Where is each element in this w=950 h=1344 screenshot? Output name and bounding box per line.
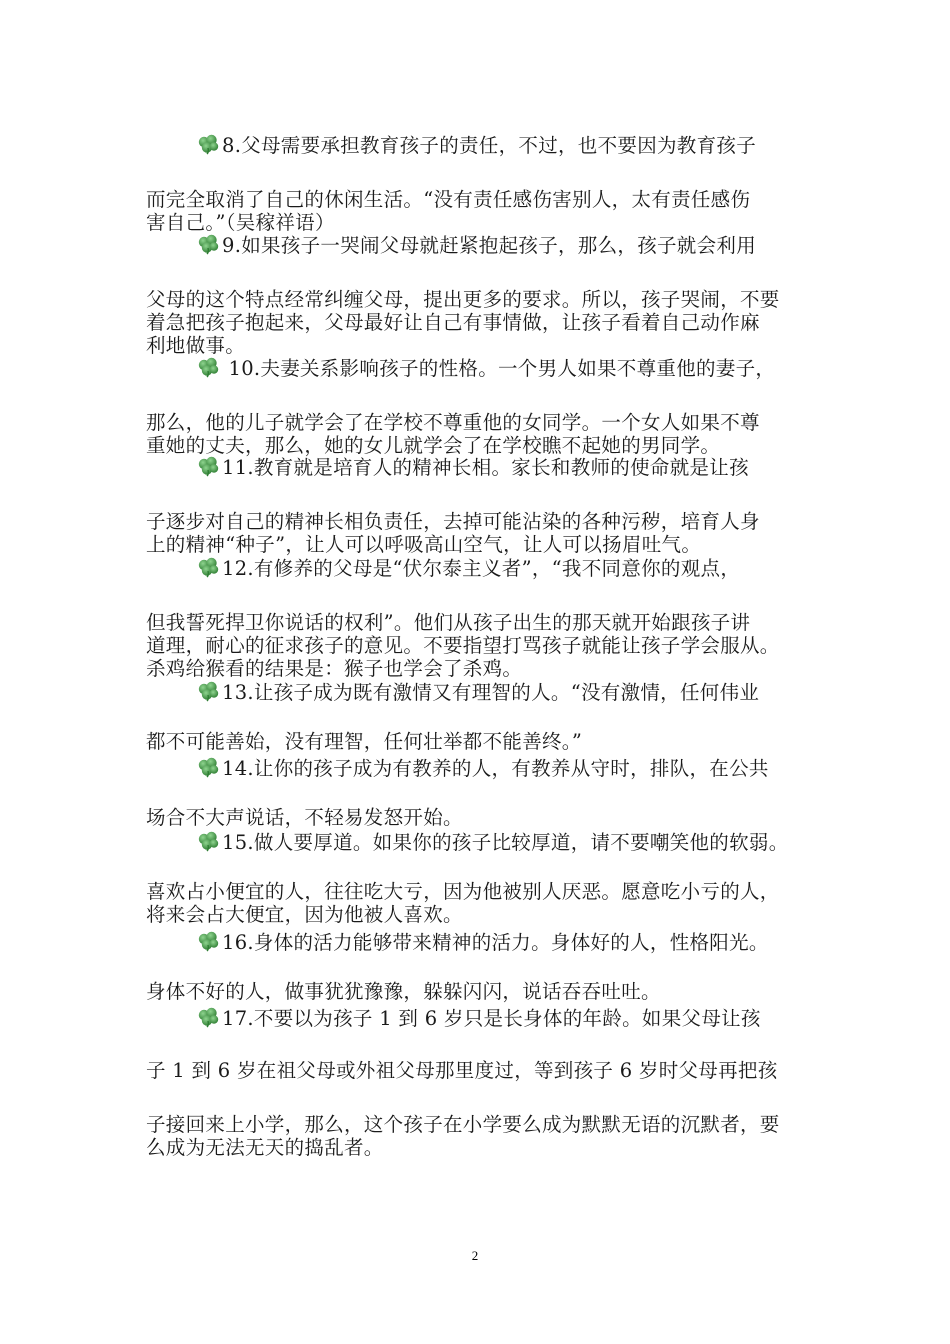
item-heading-line [196, 930, 769, 955]
text-span: 而完全取消了自己的休闲生活。“没有责任感伤害别人，太有责任感伤 [146, 188, 751, 211]
item-heading-line [196, 1006, 761, 1031]
text-span: 8.父母需要承担教育孩子的责任，不过，也不要因为教育孩子 [222, 134, 757, 157]
item-text-line [146, 334, 245, 358]
text-span: 道理，耐心的征求孩子的意见。不要指望打骂孩子就能让孩子学会服从。 [146, 634, 780, 657]
page-number: 2 [471, 1248, 479, 1263]
item-text-line [146, 634, 780, 658]
item-heading-line [196, 356, 775, 381]
item-text-line [146, 211, 335, 235]
item-heading-line [196, 455, 749, 480]
item-text-line [146, 288, 780, 312]
item-text-line [146, 1113, 780, 1137]
item-text-line [146, 880, 780, 904]
item-text-line [146, 311, 760, 335]
text-span: 但我誓死捍卫你说话的权利”。他们从孩子出生的那天就开始跟孩子讲 [146, 611, 751, 634]
item-text-line [146, 533, 701, 557]
item-text-line [146, 980, 661, 1004]
clover-icon [196, 930, 220, 952]
clover-icon [196, 356, 220, 378]
clover-icon [196, 756, 220, 778]
text-span: 场合不大声说话，不轻易发怒开始。 [146, 806, 463, 829]
text-span: 着急把孩子抱起来，父母最好让自己有事情做，让孩子看着自己动作麻 [146, 311, 760, 334]
text-span: 9.如果孩子一哭闹父母就赶紧抱起孩子，那么，孩子就会利用 [222, 234, 757, 257]
clover-icon [196, 233, 220, 255]
item-heading-line [196, 756, 769, 781]
item-heading-line [196, 556, 740, 581]
text-span: 子逐步对自己的精神长相负责任，去掉可能沾染的各种污秽，培育人身 [146, 510, 760, 533]
text-span: 那么，他的儿子就学会了在学校不尊重他的女同学。一个女人如果不尊 [146, 411, 760, 434]
item-text-line [146, 411, 760, 435]
clover-icon [196, 680, 220, 702]
text-span: 10.夫妻关系影响孩子的性格。一个男人如果不尊重他的妻子， [222, 357, 776, 380]
text-span: 喜欢占小便宜的人，往往吃大亏，因为他被别人厌恶。愿意吃小亏的人， [146, 880, 780, 903]
item-text-line [146, 1059, 778, 1083]
item-text-line [146, 806, 463, 830]
text-span: 重她的丈夫，那么，她的女儿就学会了在学校瞧不起她的男同学。 [146, 434, 721, 457]
item-text-line [146, 510, 760, 534]
clover-icon [196, 455, 220, 477]
text-span: 杀鸡给猴看的结果是：猴子也学会了杀鸡。 [146, 657, 523, 680]
text-span: 16.身体的活力能够带来精神的活力。身体好的人，性格阳光。 [222, 931, 769, 954]
text-span: 都不可能善始，没有理智，任何壮举都不能善终。” [146, 730, 583, 753]
text-span: 子接回来上小学，那么，这个孩子在小学要么成为默默无语的沉默者，要 [146, 1113, 780, 1136]
text-span: 11.教育就是培育人的精神长相。家长和教师的使命就是让孩 [222, 456, 749, 479]
item-text-line [146, 188, 750, 212]
text-span: 上的精神“种子”，让人可以呼吸高山空气，让人可以扬眉吐气。 [146, 533, 702, 556]
clover-icon [196, 556, 220, 578]
text-span: 利地做事。 [146, 334, 246, 357]
text-span: 身体不好的人，做事犹犹豫豫，躲躲闪闪，说话吞吞吐吐。 [146, 980, 661, 1003]
text-span: 子 1 到 6 岁在祖父母或外祖父母那里度过，等到孩子 6 岁时父母再把孩 [146, 1059, 778, 1082]
item-text-line [146, 903, 463, 927]
item-text-line [146, 611, 750, 635]
text-span: 父母的这个特点经常纠缠父母，提出更多的要求。所以，孩子哭闹，不要 [146, 288, 780, 311]
text-span: 害自己。”（吴稼祥语） [146, 211, 335, 234]
item-text-line [146, 730, 582, 754]
item-heading-line [196, 680, 759, 705]
clover-icon [196, 1006, 220, 1028]
item-text-line [146, 1136, 384, 1160]
clover-icon [196, 133, 220, 155]
text-span: 12.有修养的父母是“伏尔泰主义者”，“我不同意你的观点， [222, 557, 741, 580]
item-heading-line [196, 830, 789, 855]
clover-icon [196, 830, 220, 852]
text-span: 17.不要以为孩子 1 到 6 岁只是长身体的年龄。如果父母让孩 [222, 1007, 761, 1030]
item-heading-line [196, 133, 756, 158]
text-span: 14.让你的孩子成为有教养的人，有教养从守时，排队，在公共 [222, 757, 769, 780]
text-span: 13.让孩子成为既有激情又有理智的人。“没有激情，任何伟业 [222, 681, 760, 704]
text-span: 将来会占大便宜，因为他被人喜欢。 [146, 903, 463, 926]
item-text-line [146, 657, 522, 681]
text-span: 15.做人要厚道。如果你的孩子比较厚道，请不要嘲笑他的软弱。 [222, 831, 789, 854]
item-heading-line [196, 233, 756, 258]
text-span: 么成为无法无天的捣乱者。 [146, 1136, 384, 1159]
